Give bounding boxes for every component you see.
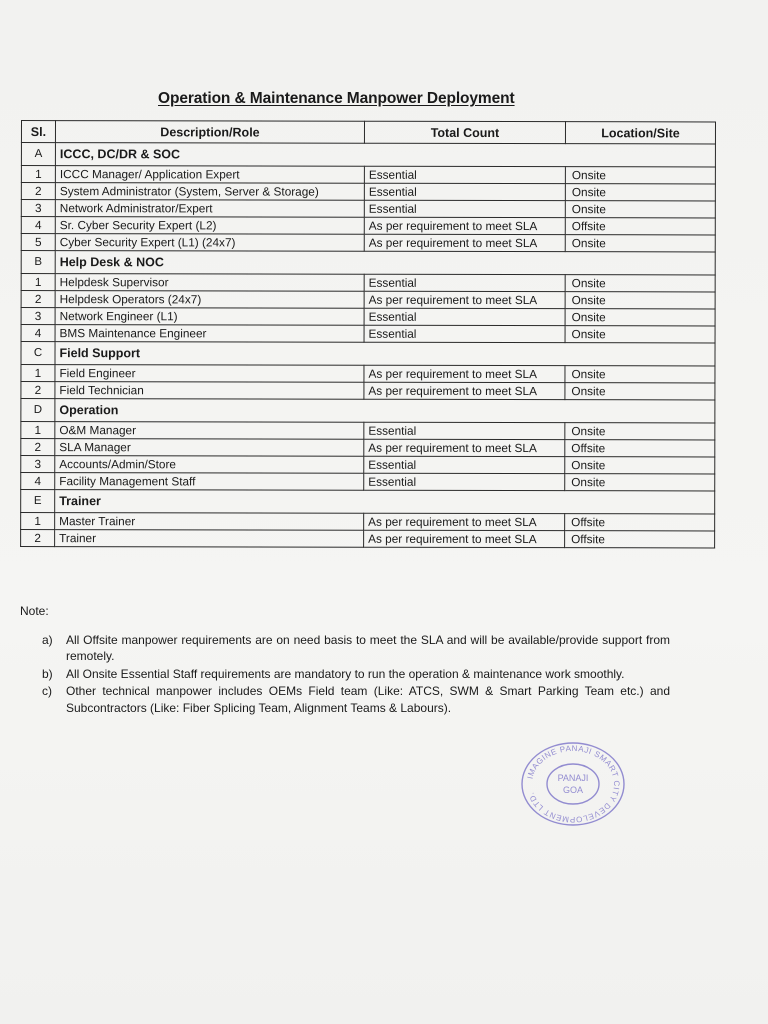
cell-sl: 1	[21, 166, 55, 183]
note-marker: a)	[42, 632, 53, 647]
cell-location: Onsite	[565, 309, 715, 326]
manpower-table	[20, 120, 716, 548]
notes-list	[20, 632, 670, 717]
cell-total-count: As per requirement to meet SLA	[364, 291, 565, 308]
cell-total-count: Essential	[364, 308, 565, 325]
cell-location: Onsite	[565, 457, 715, 474]
section-name: Trainer	[55, 490, 715, 514]
cell-role: Accounts/Admin/Store	[55, 456, 364, 474]
table-row	[21, 183, 715, 201]
cell-role: Sr. Cyber Security Expert (L2)	[55, 217, 364, 235]
cell-role: Trainer	[55, 530, 364, 548]
notes-block	[20, 603, 670, 717]
cell-location: Onsite	[565, 292, 715, 309]
cell-total-count: Essential	[364, 183, 565, 200]
cell-location: Onsite	[565, 184, 715, 201]
table-header-row	[21, 121, 715, 144]
cell-role: BMS Maintenance Engineer	[55, 325, 364, 343]
cell-total-count: As per requirement to meet SLA	[364, 513, 565, 530]
cell-role: O&M Manager	[55, 422, 364, 440]
cell-location: Offsite	[565, 218, 715, 235]
cell-total-count: As per requirement to meet SLA	[364, 234, 565, 251]
header-sl: Sl.	[21, 121, 55, 143]
cell-sl: 5	[21, 234, 55, 251]
header-total-count: Total Count	[364, 121, 565, 143]
cell-sl: 4	[21, 325, 55, 342]
cell-total-count: Essential	[364, 325, 565, 342]
stamp-center-line2: GOA	[562, 785, 584, 795]
section-row	[21, 399, 715, 423]
cell-role: Network Engineer (L1)	[55, 308, 364, 326]
section-id: B	[21, 251, 55, 274]
cell-total-count: As per requirement to meet SLA	[364, 439, 565, 456]
cell-role: ICCC Manager/ Application Expert	[55, 166, 364, 184]
cell-location: Offsite	[565, 514, 715, 531]
cell-sl: 3	[21, 200, 55, 217]
section-row	[21, 251, 715, 275]
stamp-inner-ring	[547, 764, 599, 804]
cell-location: Onsite	[565, 326, 715, 343]
cell-sl: 4	[21, 473, 55, 490]
cell-location: Onsite	[565, 275, 715, 292]
section-id: C	[21, 342, 55, 365]
table-row	[21, 291, 715, 309]
table-row	[21, 530, 715, 548]
table-row	[21, 456, 715, 474]
section-name: Operation	[55, 399, 715, 423]
note-item	[20, 632, 670, 665]
cell-location: Onsite	[565, 474, 715, 491]
company-stamp	[520, 741, 626, 827]
table-row	[21, 325, 715, 343]
section-row	[21, 490, 715, 514]
section-row	[21, 143, 715, 167]
page-title: Operation & Maintenance Manpower Deployment	[158, 90, 515, 107]
table-body	[21, 143, 716, 548]
cell-sl: 1	[21, 274, 55, 291]
header-location: Location/Site	[565, 122, 715, 144]
note-marker: b)	[42, 666, 53, 681]
note-text: All Onsite Essential Staff requirements are mandatory to run the operation & maintenance work smoothly.	[66, 666, 625, 681]
section-name: Field Support	[55, 342, 715, 366]
cell-sl: 4	[21, 217, 55, 234]
cell-location: Onsite	[565, 167, 715, 184]
table-row	[21, 382, 715, 400]
note-item	[20, 683, 670, 716]
table-row	[21, 217, 715, 235]
table-row	[21, 439, 715, 457]
cell-total-count: Essential	[364, 274, 565, 291]
cell-sl: 2	[21, 291, 55, 308]
cell-location: Onsite	[565, 201, 715, 218]
cell-role: Helpdesk Supervisor	[55, 274, 364, 292]
section-row	[21, 342, 715, 366]
cell-sl: 2	[21, 183, 55, 200]
cell-total-count: As per requirement to meet SLA	[364, 382, 565, 399]
cell-role: System Administrator (System, Server & Storage)	[55, 183, 364, 201]
stamp-ring-text: IMAGINE PANAJI SMART CITY DEVELOPMENT LTD.	[525, 743, 622, 825]
cell-sl: 1	[21, 422, 55, 439]
stamp-outer-ring	[522, 743, 624, 825]
cell-location: Onsite	[565, 383, 715, 400]
cell-role: Cyber Security Expert (L1) (24x7)	[55, 234, 364, 252]
cell-location: Offsite	[565, 531, 715, 548]
cell-role: Helpdesk Operators (24x7)	[55, 291, 364, 309]
cell-role: Master Trainer	[55, 513, 364, 531]
cell-sl: 2	[21, 439, 55, 456]
cell-sl: 1	[21, 365, 55, 382]
cell-total-count: Essential	[364, 166, 565, 183]
stamp-center-line1: PANAJI	[557, 773, 589, 783]
table-row	[21, 166, 715, 184]
cell-total-count: Essential	[364, 456, 565, 473]
table-row	[21, 422, 715, 440]
note-text: All Offsite manpower requirements are on need basis to meet the SLA and will be available/provide support from remotely.	[66, 632, 670, 663]
table-row	[21, 274, 715, 292]
cell-role: Network Administrator/Expert	[55, 200, 364, 218]
cell-location: Onsite	[565, 423, 715, 440]
section-id: D	[21, 399, 55, 422]
cell-role: Facility Management Staff	[55, 473, 364, 491]
section-name: ICCC, DC/DR & SOC	[55, 143, 715, 167]
cell-location: Onsite	[565, 366, 715, 383]
section-id: A	[21, 143, 55, 166]
cell-role: SLA Manager	[55, 439, 364, 457]
cell-sl: 2	[21, 382, 55, 399]
cell-sl: 2	[21, 530, 55, 547]
cell-sl: 3	[21, 456, 55, 473]
cell-total-count: Essential	[364, 422, 565, 439]
table-row	[21, 200, 715, 218]
cell-total-count: Essential	[364, 200, 565, 217]
cell-total-count: As per requirement to meet SLA	[364, 530, 565, 547]
cell-role: Field Engineer	[55, 365, 364, 383]
section-id: E	[21, 490, 55, 513]
table-row	[21, 473, 715, 491]
cell-total-count: As per requirement to meet SLA	[364, 217, 565, 234]
table-row	[21, 513, 715, 531]
section-name: Help Desk & NOC	[55, 251, 715, 275]
table-row	[21, 234, 715, 252]
note-item	[20, 666, 670, 683]
notes-label: Note:	[20, 604, 49, 618]
cell-location: Offsite	[565, 440, 715, 457]
note-marker: c)	[42, 684, 52, 698]
cell-role: Field Technician	[55, 382, 364, 400]
note-text: Other technical manpower includes OEMs Field team (Like: ATCS, SWM & Smart Parking Team etc.) and Subcontractors (Like: Fiber Splicing Team, Alignment Teams & Labours).	[66, 684, 670, 715]
header-description: Description/Role	[55, 121, 364, 144]
cell-total-count: As per requirement to meet SLA	[364, 365, 565, 382]
cell-total-count: Essential	[364, 473, 565, 490]
table-row	[21, 308, 715, 326]
table-row	[21, 365, 715, 383]
cell-sl: 1	[21, 513, 55, 530]
cell-sl: 3	[21, 308, 55, 325]
cell-location: Onsite	[565, 235, 715, 252]
